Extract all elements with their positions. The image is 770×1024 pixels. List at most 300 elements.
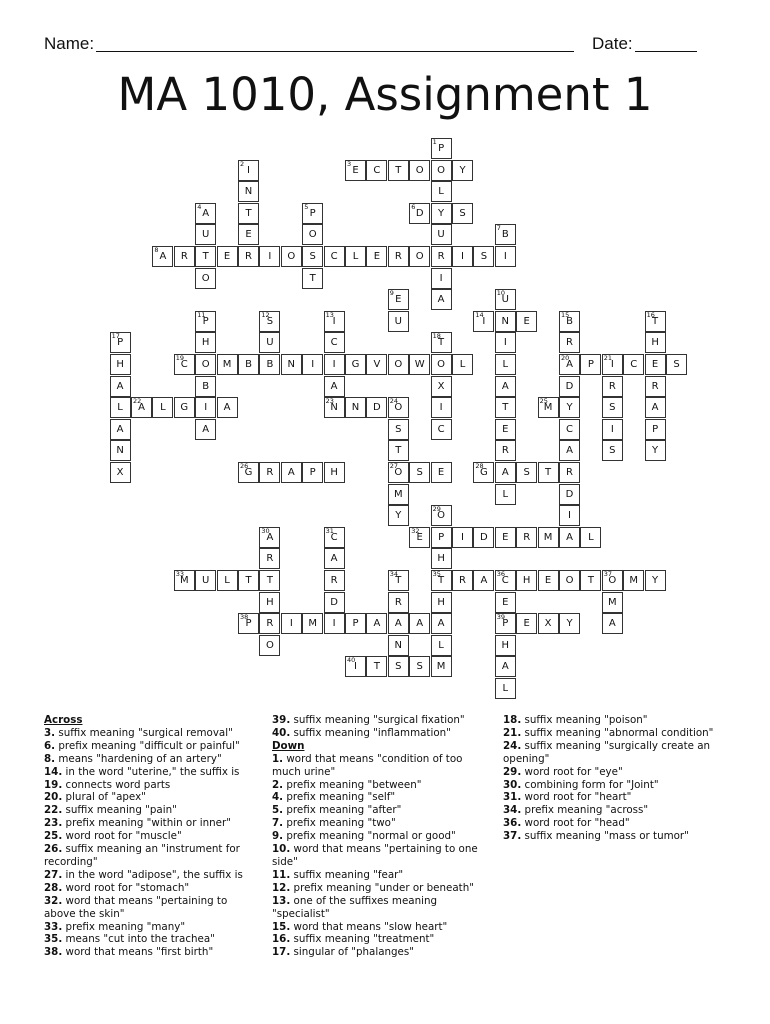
clue-number: 16: [646, 310, 655, 319]
grid-cell[interactable]: [559, 397, 580, 418]
clue-number: 25: [539, 397, 548, 406]
grid-cell[interactable]: [366, 397, 387, 418]
clue-item-text: word that means "pertaining to one side": [272, 843, 478, 868]
clue-number: 28: [475, 462, 484, 470]
grid-cell[interactable]: [174, 570, 195, 591]
grid-cell[interactable]: [366, 613, 387, 634]
grid-cell[interactable]: [388, 613, 409, 634]
grid-letter: S: [395, 661, 402, 673]
grid-cell[interactable]: [409, 527, 430, 548]
clue-heading: Down: [272, 739, 305, 752]
grid-cell[interactable]: [302, 613, 323, 634]
grid-cell[interactable]: [131, 397, 152, 418]
grid-cell[interactable]: [495, 397, 516, 418]
grid-cell[interactable]: [473, 311, 494, 332]
grid-letter: U: [394, 315, 402, 327]
grid-cell[interactable]: [281, 246, 302, 267]
grid-cell[interactable]: [495, 332, 516, 353]
date-label: Date:: [592, 34, 633, 53]
grid-cell[interactable]: [345, 246, 366, 267]
grid-letter: H: [437, 553, 445, 565]
grid-cell[interactable]: [495, 678, 516, 699]
grid-cell[interactable]: [366, 354, 387, 375]
grid-cell[interactable]: [516, 527, 537, 548]
grid-cell[interactable]: [431, 505, 452, 526]
grid-cell[interactable]: [602, 376, 623, 397]
grid-cell[interactable]: [388, 592, 409, 613]
grid-cell[interactable]: [538, 570, 559, 591]
clue-item-number: 39.: [272, 714, 291, 726]
grid-cell[interactable]: [259, 332, 280, 353]
grid-letter: C: [566, 423, 573, 435]
grid-cell[interactable]: [281, 354, 302, 375]
grid-cell[interactable]: [259, 462, 280, 483]
grid-cell[interactable]: [388, 656, 409, 677]
grid-cell[interactable]: [495, 246, 516, 267]
grid-cell[interactable]: [302, 246, 323, 267]
grid-letter: R: [566, 467, 573, 478]
grid-cell[interactable]: [238, 181, 259, 202]
grid-cell[interactable]: [324, 570, 345, 591]
grid-cell[interactable]: [217, 570, 238, 591]
grid-cell[interactable]: [195, 354, 216, 375]
grid-cell[interactable]: [238, 613, 259, 634]
grid-cell[interactable]: [217, 246, 238, 267]
grid-cell[interactable]: [388, 397, 409, 418]
grid-cell[interactable]: [495, 635, 516, 656]
grid-cell[interactable]: [538, 613, 559, 634]
clue-item-number: 2.: [272, 778, 284, 791]
clue-item-text: word root for "eye": [524, 765, 623, 778]
grid-cell[interactable]: [388, 419, 409, 440]
grid-cell[interactable]: [495, 354, 516, 375]
grid-letter: H: [651, 337, 659, 349]
grid-letter: L: [438, 186, 444, 198]
grid-letter: E: [352, 164, 359, 176]
grid-letter: B: [245, 359, 252, 370]
clue-item-text: one of the suffixes meaning "specialist": [272, 894, 438, 920]
clue-number: 10: [496, 289, 506, 298]
grid-letter: D: [565, 488, 574, 500]
grid-cell[interactable]: [645, 570, 666, 591]
grid-cell[interactable]: [645, 376, 666, 397]
clue-item-text: suffix meaning "poison": [524, 714, 648, 726]
grid-cell[interactable]: [645, 440, 666, 461]
grid-cell[interactable]: [195, 376, 216, 397]
grid-cell[interactable]: [559, 462, 580, 483]
grid-cell[interactable]: [174, 246, 195, 267]
grid-cell[interactable]: [195, 268, 216, 289]
grid-cell[interactable]: [259, 246, 280, 267]
grid-cell[interactable]: [495, 462, 516, 483]
grid-cell[interactable]: [302, 462, 323, 483]
grid-letter: R: [266, 553, 274, 565]
grid-cell[interactable]: [302, 203, 323, 224]
grid-cell[interactable]: [431, 548, 452, 569]
clue-item: [44, 933, 256, 946]
grid-cell[interactable]: [452, 246, 473, 267]
grid-letter: E: [523, 315, 530, 327]
grid-cell[interactable]: [495, 224, 516, 245]
grid-cell[interactable]: [110, 376, 131, 397]
grid-cell[interactable]: [152, 397, 173, 418]
grid-letter: S: [609, 402, 616, 414]
grid-cell[interactable]: [623, 570, 644, 591]
grid-cell[interactable]: [495, 613, 516, 634]
grid-cell[interactable]: [473, 462, 494, 483]
grid-cell[interactable]: [238, 246, 259, 267]
grid-letter: M: [222, 359, 232, 370]
grid-cell[interactable]: [195, 570, 216, 591]
clue-item: [44, 779, 256, 792]
grid-cell[interactable]: [238, 160, 259, 181]
grid-letter: P: [309, 467, 316, 478]
clue-item: [503, 714, 725, 727]
grid-cell[interactable]: [666, 354, 687, 375]
clue-item: [272, 779, 490, 792]
grid-cell[interactable]: [409, 246, 430, 267]
grid-letter: A: [437, 618, 445, 630]
grid-cell[interactable]: [388, 289, 409, 310]
grid-cell[interactable]: [259, 592, 280, 613]
grid-cell[interactable]: [495, 592, 516, 613]
grid-letter: H: [116, 359, 124, 370]
grid-cell[interactable]: [559, 570, 580, 591]
grid-cell[interactable]: [302, 354, 323, 375]
grid-cell[interactable]: [431, 570, 452, 591]
clue-number: 40: [347, 656, 356, 665]
grid-cell[interactable]: [452, 570, 473, 591]
grid-cell[interactable]: [345, 656, 366, 677]
grid-letter: I: [332, 618, 336, 630]
grid-cell[interactable]: [174, 397, 195, 418]
grid-cell[interactable]: [388, 505, 409, 526]
grid-cell[interactable]: [645, 397, 666, 418]
grid-cell[interactable]: [431, 203, 452, 224]
grid-cell[interactable]: [431, 246, 452, 267]
grid-cell[interactable]: [473, 246, 494, 267]
clue-item: [44, 946, 256, 959]
grid-cell[interactable]: [431, 592, 452, 613]
grid-cell[interactable]: [495, 419, 516, 440]
grid-cell[interactable]: [324, 311, 345, 332]
grid-cell[interactable]: [388, 246, 409, 267]
grid-cell[interactable]: [195, 246, 216, 267]
clue-item-text: word root for "heart": [524, 791, 632, 804]
grid-cell[interactable]: [495, 311, 516, 332]
grid-cell[interactable]: [580, 527, 601, 548]
grid-cell[interactable]: [645, 354, 666, 375]
grid-letter: A: [566, 359, 573, 370]
grid-letter: O: [608, 575, 617, 586]
grid-letter: R: [501, 445, 509, 457]
grid-cell[interactable]: [281, 462, 302, 483]
grid-letter: L: [438, 639, 444, 651]
grid-cell[interactable]: [388, 160, 409, 181]
clue-item-number: 24.: [503, 739, 522, 752]
grid-letter: T: [266, 575, 273, 586]
grid-cell[interactable]: [110, 419, 131, 440]
grid-cell[interactable]: [152, 246, 173, 267]
grid-cell[interactable]: [302, 224, 323, 245]
grid-cell[interactable]: [345, 160, 366, 181]
grid-cell[interactable]: [110, 440, 131, 461]
grid-cell[interactable]: [409, 613, 430, 634]
grid-cell[interactable]: [431, 462, 452, 483]
grid-cell[interactable]: [259, 548, 280, 569]
grid-cell[interactable]: [431, 527, 452, 548]
grid-cell[interactable]: [259, 635, 280, 656]
clue-item-number: 34.: [503, 804, 522, 817]
clue-item: [272, 946, 490, 959]
grid-cell[interactable]: [452, 527, 473, 548]
clue-item-text: plural of "apex": [65, 791, 146, 804]
grid-letter: X: [116, 467, 124, 478]
grid-cell[interactable]: [409, 462, 430, 483]
clue-item-number: 30.: [503, 778, 522, 791]
clue-item-text: connects word parts: [65, 778, 171, 791]
grid-letter: P: [438, 531, 445, 543]
grid-cell[interactable]: [431, 289, 452, 310]
grid-cell[interactable]: [195, 397, 216, 418]
grid-cell[interactable]: [324, 613, 345, 634]
grid-cell[interactable]: [195, 203, 216, 224]
grid-cell[interactable]: [559, 484, 580, 505]
grid-cell[interactable]: [324, 397, 345, 418]
grid-cell[interactable]: [645, 311, 666, 332]
grid-cell[interactable]: [110, 462, 131, 483]
grid-cell[interactable]: [409, 656, 430, 677]
grid-cell[interactable]: [324, 354, 345, 375]
grid-cell[interactable]: [388, 440, 409, 461]
clue-item-number: 11.: [272, 868, 291, 881]
clue-item: [44, 727, 256, 740]
grid-cell[interactable]: [559, 419, 580, 440]
grid-cell[interactable]: [431, 138, 452, 159]
clue-number: 32: [411, 526, 420, 535]
grid-cell[interactable]: [559, 332, 580, 353]
grid-letter: A: [394, 618, 402, 630]
grid-cell[interactable]: [431, 181, 452, 202]
grid-cell[interactable]: [602, 592, 623, 613]
grid-cell[interactable]: [388, 462, 409, 483]
grid-cell[interactable]: [238, 570, 259, 591]
grid-cell[interactable]: [281, 613, 302, 634]
grid-letter: S: [459, 207, 466, 219]
grid-letter: T: [373, 661, 380, 673]
grid-cell[interactable]: [345, 613, 366, 634]
grid-cell[interactable]: [259, 311, 280, 332]
grid-cell[interactable]: [195, 332, 216, 353]
grid-cell[interactable]: [645, 332, 666, 353]
grid-cell[interactable]: [495, 484, 516, 505]
grid-letter: M: [543, 531, 553, 543]
grid-cell[interactable]: [431, 376, 452, 397]
clue-item-number: 29.: [503, 765, 522, 778]
grid-cell[interactable]: [431, 656, 452, 677]
grid-letter: P: [202, 315, 209, 327]
clue-item: [503, 791, 725, 804]
grid-cell[interactable]: [324, 376, 345, 397]
grid-cell[interactable]: [238, 462, 259, 483]
grid-cell[interactable]: [259, 527, 280, 548]
grid-cell[interactable]: [324, 246, 345, 267]
grid-cell[interactable]: [324, 462, 345, 483]
clue-item-text: word root for "muscle": [65, 830, 182, 843]
grid-cell[interactable]: [602, 419, 623, 440]
clue-item: [272, 804, 490, 817]
grid-cell[interactable]: [452, 354, 473, 375]
grid-cell[interactable]: [495, 289, 516, 310]
clue-number: 6: [411, 202, 416, 211]
grid-cell[interactable]: [324, 527, 345, 548]
grid-cell[interactable]: [345, 397, 366, 418]
grid-cell[interactable]: [602, 440, 623, 461]
grid-cell[interactable]: [324, 548, 345, 569]
clue-item-number: 18.: [503, 714, 522, 726]
grid-cell[interactable]: [110, 332, 131, 353]
grid-cell[interactable]: [238, 203, 259, 224]
grid-cell[interactable]: [645, 419, 666, 440]
grid-cell[interactable]: [559, 505, 580, 526]
grid-cell[interactable]: [431, 397, 452, 418]
grid-cell[interactable]: [495, 376, 516, 397]
grid-letter: C: [373, 164, 381, 176]
grid-cell[interactable]: [195, 224, 216, 245]
grid-cell[interactable]: [431, 354, 452, 375]
grid-cell[interactable]: [602, 397, 623, 418]
grid-cell[interactable]: [388, 635, 409, 656]
grid-cell[interactable]: [580, 570, 601, 591]
grid-letter: H: [522, 575, 531, 586]
grid-letter: A: [202, 423, 210, 435]
grid-cell[interactable]: [174, 354, 195, 375]
grid-letter: I: [332, 359, 336, 370]
grid-cell[interactable]: [495, 570, 516, 591]
grid-letter: M: [436, 661, 446, 673]
grid-cell[interactable]: [559, 311, 580, 332]
grid-cell[interactable]: [559, 354, 580, 375]
grid-cell[interactable]: [516, 462, 537, 483]
grid-cell[interactable]: [366, 160, 387, 181]
grid-cell[interactable]: [195, 419, 216, 440]
grid-cell[interactable]: [259, 613, 280, 634]
grid-cell[interactable]: [431, 224, 452, 245]
grid-cell[interactable]: [388, 354, 409, 375]
grid-cell[interactable]: [516, 311, 537, 332]
clue-item-number: 38.: [44, 946, 63, 959]
grid-cell[interactable]: [195, 311, 216, 332]
grid-letter: R: [394, 251, 402, 262]
grid-cell[interactable]: [431, 160, 452, 181]
grid-cell[interactable]: [431, 635, 452, 656]
grid-cell[interactable]: [259, 570, 280, 591]
grid-cell[interactable]: [409, 160, 430, 181]
clue-item: [272, 817, 490, 830]
grid-cell[interactable]: [452, 160, 473, 181]
grid-cell[interactable]: [431, 268, 452, 289]
grid-cell[interactable]: [238, 224, 259, 245]
grid-cell[interactable]: [538, 527, 559, 548]
clue-item: [272, 714, 490, 727]
grid-cell[interactable]: [431, 332, 452, 353]
clue-item-text: suffix meaning "mass or tumor": [524, 830, 689, 843]
grid-cell[interactable]: [559, 376, 580, 397]
grid-cell[interactable]: [473, 527, 494, 548]
clue-number: 18: [432, 332, 441, 341]
grid-cell[interactable]: [452, 203, 473, 224]
grid-cell[interactable]: [559, 613, 580, 634]
grid-letter: S: [416, 661, 423, 673]
grid-cell[interactable]: [366, 656, 387, 677]
clue-item-number: 40.: [272, 726, 291, 739]
grid-cell[interactable]: [345, 354, 366, 375]
grid-cell[interactable]: [431, 419, 452, 440]
grid-letter: O: [437, 164, 446, 176]
grid-cell[interactable]: [602, 613, 623, 634]
grid-letter: P: [652, 423, 659, 435]
clue-item-number: 28.: [44, 881, 63, 894]
grid-letter: R: [394, 596, 402, 608]
grid-letter: R: [459, 575, 466, 586]
grid-cell[interactable]: [409, 354, 430, 375]
grid-cell[interactable]: [259, 354, 280, 375]
grid-cell[interactable]: [495, 656, 516, 677]
clue-item-number: 1.: [272, 752, 284, 765]
grid-letter: G: [244, 467, 253, 478]
grid-cell[interactable]: [217, 354, 238, 375]
grid-cell[interactable]: [580, 354, 601, 375]
grid-letter: Y: [566, 402, 573, 414]
grid-cell[interactable]: [495, 527, 516, 548]
grid-letter: S: [416, 467, 423, 478]
clue-item-number: 23.: [44, 817, 63, 830]
grid-cell[interactable]: [495, 440, 516, 461]
grid-cell[interactable]: [238, 354, 259, 375]
clue-item: [44, 869, 256, 882]
grid-cell[interactable]: [559, 527, 580, 548]
grid-cell[interactable]: [623, 354, 644, 375]
grid-cell[interactable]: [388, 570, 409, 591]
grid-cell[interactable]: [388, 311, 409, 332]
grid-cell[interactable]: [538, 397, 559, 418]
grid-cell[interactable]: [388, 484, 409, 505]
grid-cell[interactable]: [602, 354, 623, 375]
grid-cell[interactable]: [602, 570, 623, 591]
clue-item-text: suffix meaning "surgical removal": [58, 726, 233, 739]
grid-cell[interactable]: [110, 397, 131, 418]
grid-cell[interactable]: [217, 397, 238, 418]
grid-cell[interactable]: [324, 332, 345, 353]
grid-cell[interactable]: [538, 462, 559, 483]
grid-letter: L: [502, 359, 509, 370]
grid-letter: E: [502, 423, 509, 435]
grid-cell[interactable]: [516, 613, 537, 634]
grid-cell[interactable]: [473, 570, 494, 591]
grid-cell[interactable]: [110, 354, 131, 375]
clue-item-number: 37.: [503, 830, 522, 843]
clue-item-number: 36.: [503, 817, 522, 830]
grid-cell[interactable]: [559, 440, 580, 461]
grid-cell[interactable]: [409, 203, 430, 224]
grid-cell[interactable]: [516, 570, 537, 591]
grid-cell[interactable]: [324, 592, 345, 613]
clue-item-text: word that means "slow heart": [293, 920, 448, 933]
grid-cell[interactable]: [302, 268, 323, 289]
grid-cell[interactable]: [431, 613, 452, 634]
clue-number: 17: [111, 332, 120, 341]
grid-cell[interactable]: [366, 246, 387, 267]
